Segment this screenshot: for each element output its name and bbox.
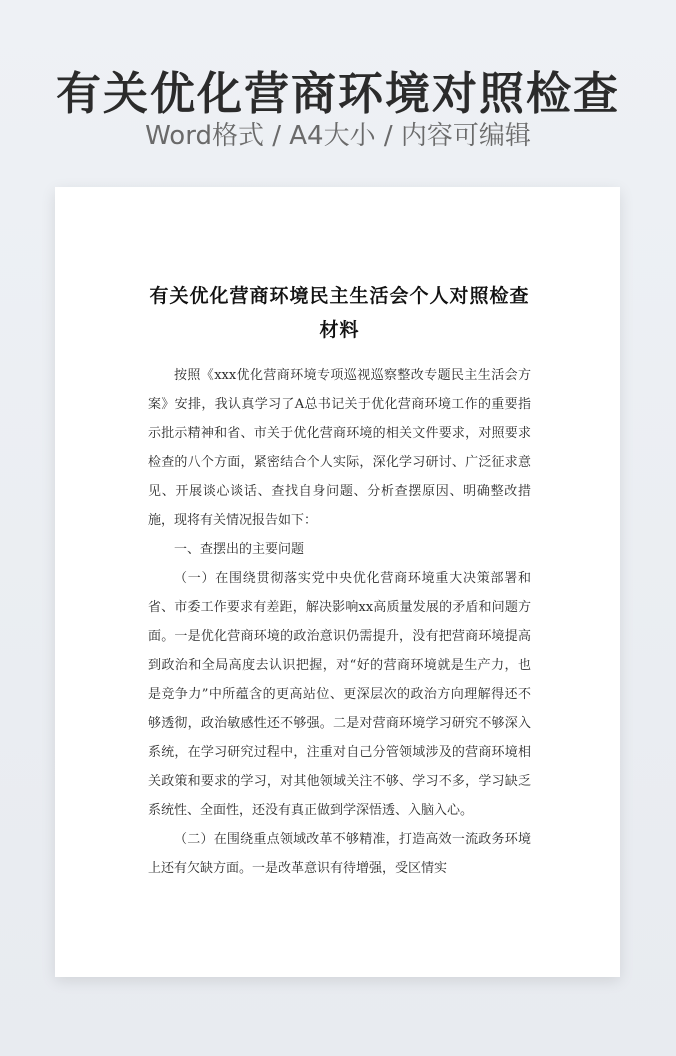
banner-subtitle: Word格式 / A4大小 / 内容可编辑 [145,121,531,151]
document-title: 有关优化营商环境民主生活会个人对照检查材料 [149,285,530,341]
document-page [55,187,620,977]
banner-title: 有关优化营商环境对照检查 [55,67,620,120]
paragraph-problem-1: （一）在围绕贯彻落实党中央优化营商环境重大决策部署和省、市委工作要求有差距，解决影响xx高质量发展的矛盾和问题方面。一是优化营商环境的政治意识仍需提升，没有把营商环境提高到政治和全局高度去认识把握，对“好的营商环境就是生产力，也是竞争力”中所蕴含的更高站位、更深层次的政治方向理解得还不够透彻，政治敏感性还不够强。二是对营商环境学习研究不够深入系统，在学习研究过程中，注重对自己分管领域涉及的营商环境相关政策和要求的学习，对其他领域关注不够、学习不多，学习缺乏系统性、全面性，还没有真正做到学深悟透、入脑入心。 [148,571,531,818]
document-body [148,361,531,883]
paragraph-intro: 按照《xxx优化营商环境专项巡视巡察整改专题民主生活会方案》安排，我认真学习了A总书记关于优化营商环境工作的重要指示批示精神和省、市关于优化营商环境的相关文件要求，对照要求检查的八个方面，紧密结合个人实际，深化学习研讨、广泛征求意见、开展谈心谈话、查找自身问题、分析查摆原因、明确整改措施，现将有关情况报告如下： [148,368,531,528]
section-heading: 一、查摆出的主要问题 [174,542,305,557]
paragraph-problem-2: （二）在围绕重点领域改革不够精准，打造高效一流政务环境上还有欠缺方面。一是改革意识有待增强，受区情实 [148,832,531,876]
